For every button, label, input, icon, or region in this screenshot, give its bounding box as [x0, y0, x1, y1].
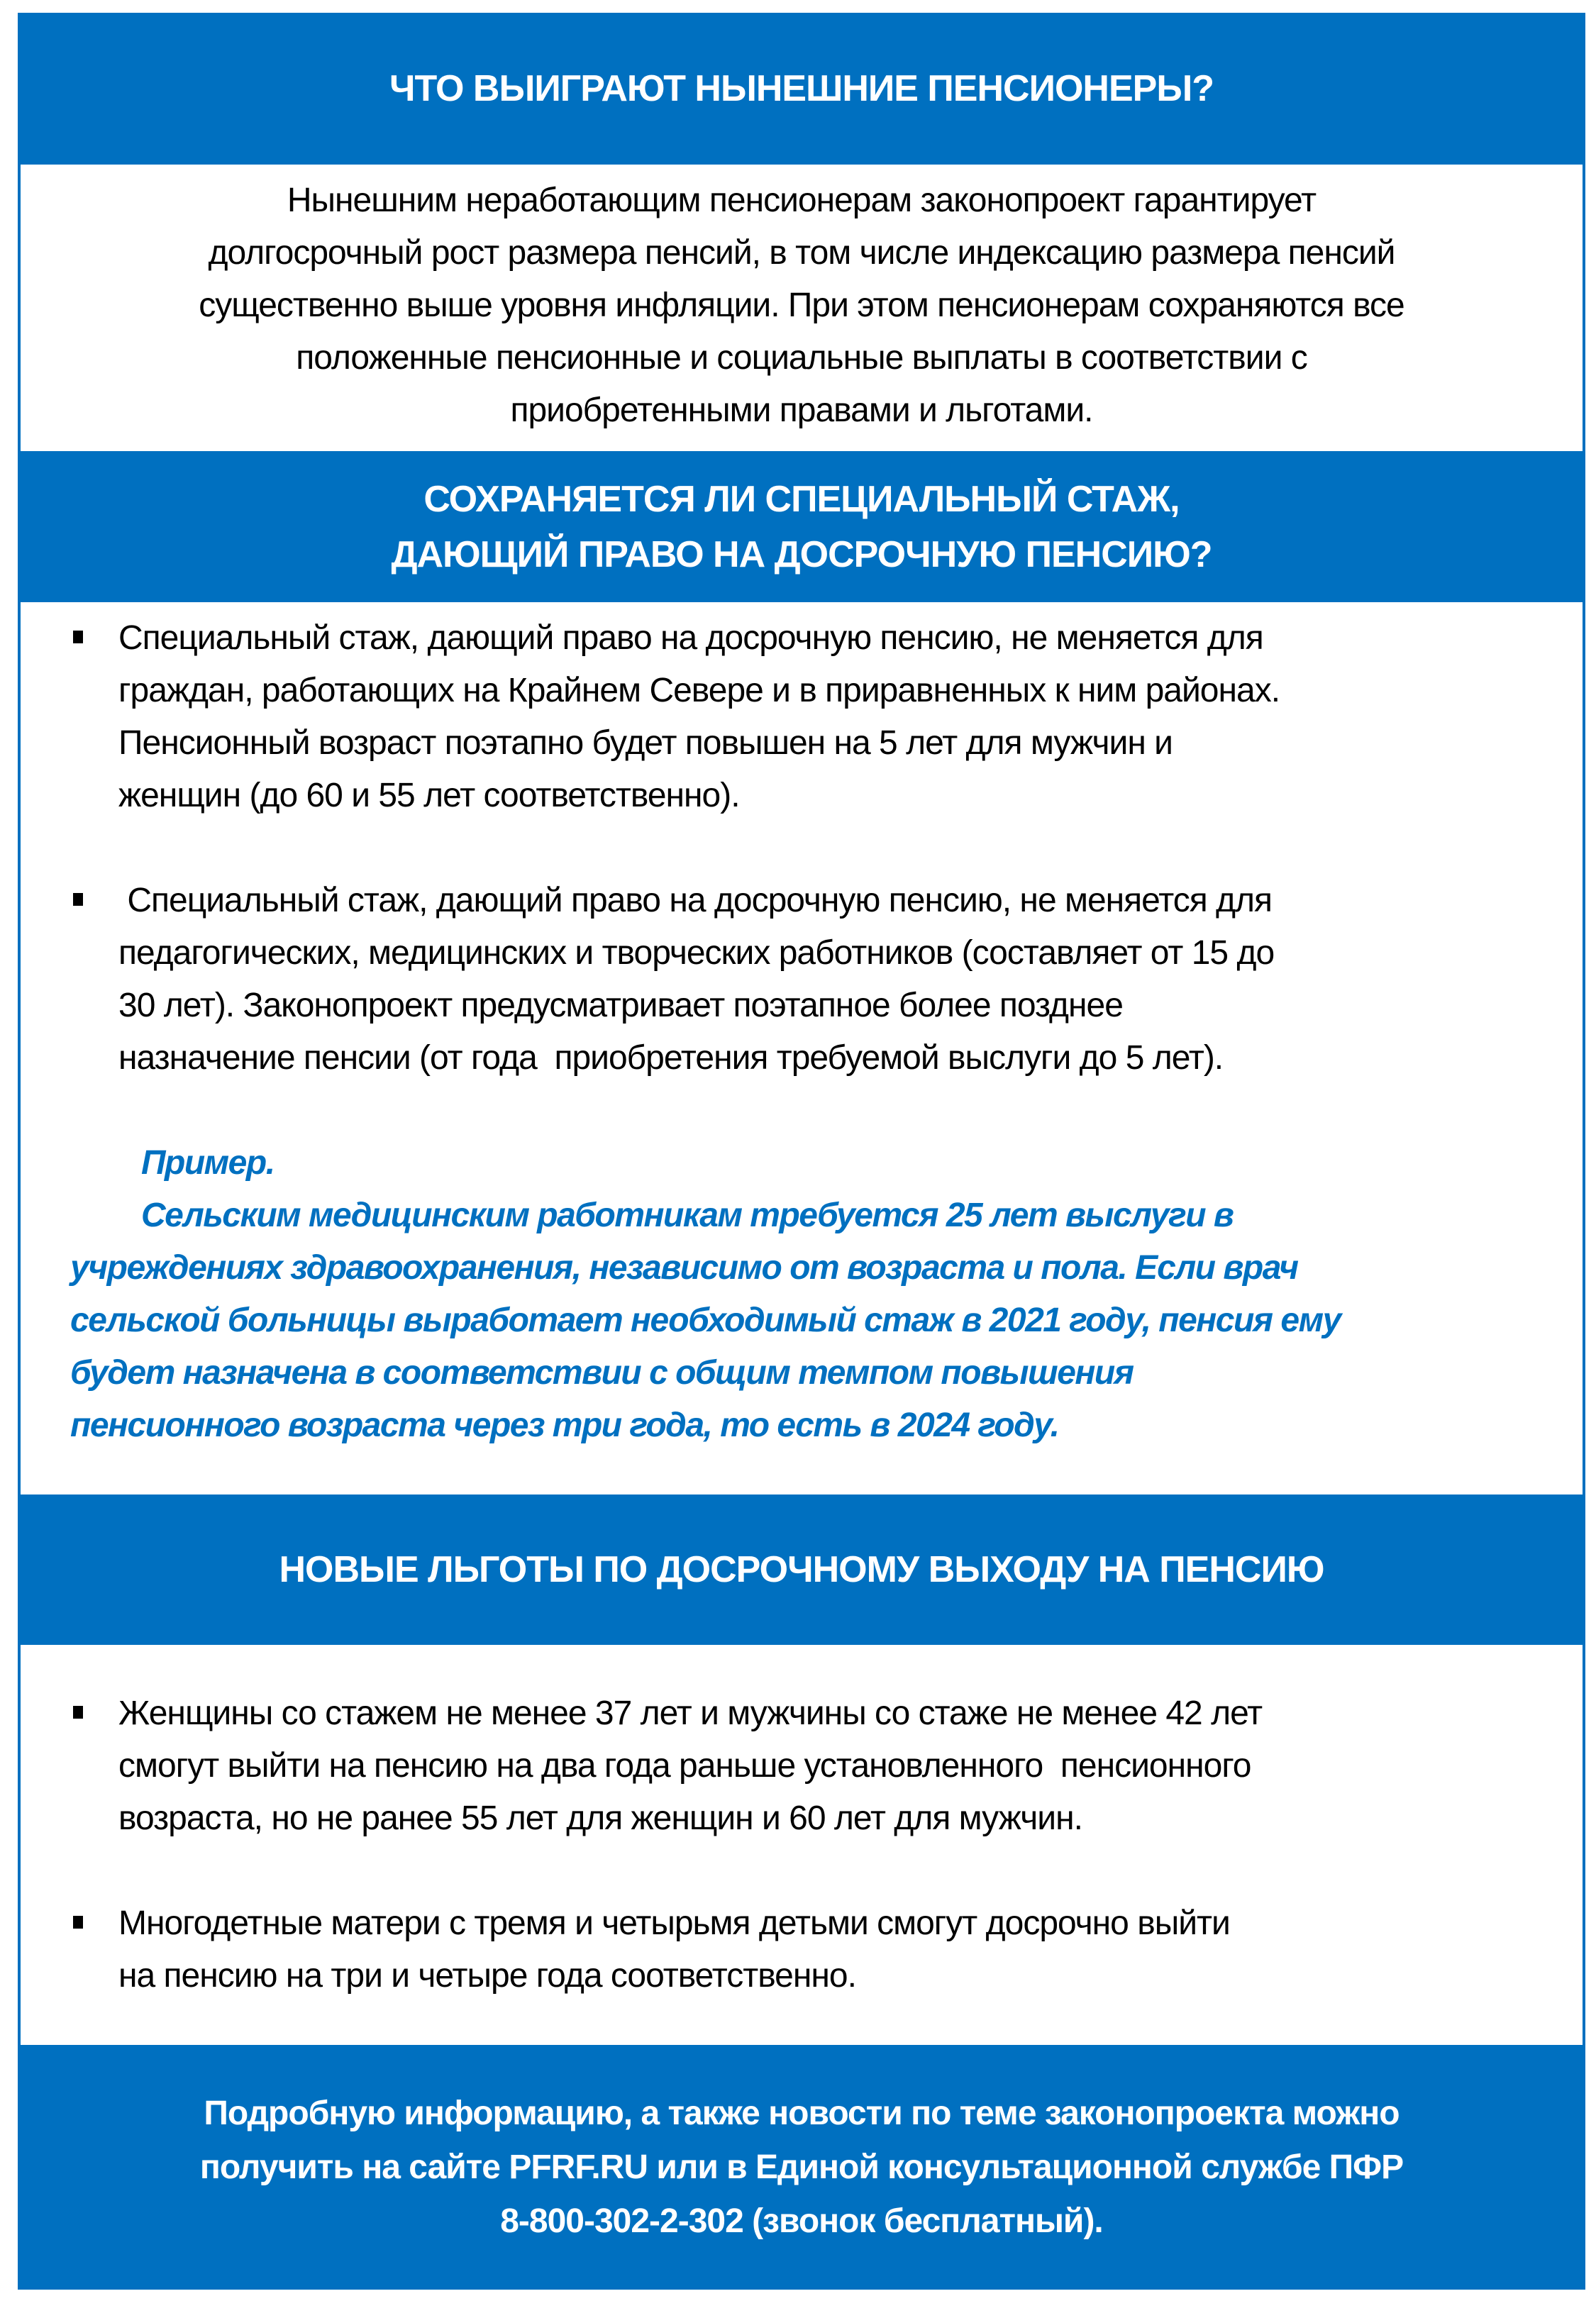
section-title-line: СОХРАНЯЕТСЯ ЛИ СПЕЦИАЛЬНЫЙ СТАЖ,	[423, 478, 1180, 520]
bullet-line: смогут выйти на пенсию на два года раньше установленного пенсионного	[118, 1747, 1251, 1785]
example-block	[42, 1137, 1561, 1452]
paragraph-line: существенно выше уровня инфляции. При этом пенсионерам сохраняются все	[199, 287, 1404, 324]
bullet-item-large-families	[42, 1897, 1561, 2002]
example-line: пенсионного возраста через три года, то есть в 2024 году.	[70, 1407, 1059, 1444]
bullet-line: назначение пенсии (от года приобретения требуемой выслуги до 5 лет).	[118, 1039, 1224, 1077]
bullet-line: граждан, работающих на Крайнем Севере и в приравненных к ним районах.	[118, 672, 1280, 709]
paragraph-line: положенные пенсионные и социальные выплаты в соответствии с	[296, 339, 1307, 377]
square-bullet-icon	[73, 893, 83, 906]
bullet-line: педагогических, медицинских и творческих работников (составляет от 15 до	[118, 934, 1275, 972]
square-bullet-icon	[73, 631, 83, 643]
square-bullet-icon	[73, 1916, 83, 1929]
bullet-line: Пенсионный возраст поэтапно будет повышен на 5 лет для мужчин и	[118, 724, 1173, 762]
example-label: Пример.	[141, 1144, 275, 1182]
paragraph-line: приобретенными правами и льготами.	[510, 392, 1093, 429]
bullet-line: 30 лет). Законопроект предусматривает поэтапное более позднее	[118, 987, 1123, 1024]
section-header-special-service	[18, 451, 1585, 602]
new-benefits-body	[21, 1645, 1583, 2045]
bullet-line: Многодетные матери с тремя и четырьмя детьми смогут досрочно выйти	[118, 1904, 1230, 1942]
bullet-line: женщин (до 60 и 55 лет соответственно).	[118, 777, 740, 814]
bullet-line: Специальный стаж, дающий право на досрочную пенсию, не меняется для	[118, 882, 1273, 919]
paragraph-line: Нынешним неработающим пенсионерам законопроект гарантирует	[287, 182, 1317, 219]
bullet-text	[118, 1687, 1561, 1845]
bullet-line: Специальный стаж, дающий право на досрочную пенсию, не меняется для	[118, 619, 1263, 657]
special-service-body	[21, 602, 1583, 1494]
paragraph-line: долгосрочный рост размера пенсий, в том числе индексацию размера пенсий	[208, 234, 1395, 272]
document-frame	[18, 13, 1585, 2290]
section-header-new-benefits	[18, 1494, 1585, 1645]
footer-line: 8-800-302-2-302 (звонок бесплатный).	[500, 2202, 1103, 2240]
section-title: ЧТО ВЫИГРАЮТ НЫНЕШНИЕ ПЕНСИОНЕРЫ?	[389, 68, 1214, 109]
section-header-current-pensioners	[18, 13, 1585, 165]
bullet-item-long-service	[42, 1687, 1561, 1845]
bullet-text	[118, 612, 1561, 822]
bullet-line: возраста, но не ранее 55 лет для женщин и 60 лет для мужчин.	[118, 1800, 1082, 1837]
footer-line: получить на сайте PFRF.RU или в Единой консультационной службе ПФР	[199, 2148, 1404, 2186]
bullet-line: Женщины со стажем не менее 37 лет и мужчины со стаже не менее 42 лет	[118, 1695, 1263, 1732]
current-pensioners-paragraph	[21, 165, 1583, 451]
section-title: НОВЫЕ ЛЬГОТЫ ПО ДОСРОЧНОМУ ВЫХОДУ НА ПЕНСИЮ	[279, 1549, 1324, 1590]
bullet-text	[118, 1897, 1561, 2002]
bullet-text	[118, 875, 1561, 1085]
section-title-line: ДАЮЩИЙ ПРАВО НА ДОСРОЧНУЮ ПЕНСИЮ?	[391, 533, 1212, 575]
bullet-item-teachers-medics	[42, 875, 1561, 1085]
bullet-line: на пенсию на три и четыре года соответственно.	[118, 1957, 856, 1995]
example-line: Сельским медицинским работникам требуется 25 лет выслуги в	[141, 1197, 1234, 1234]
footer-line: Подробную информацию, а также новости по теме законопроекта можно	[204, 2094, 1400, 2132]
square-bullet-icon	[73, 1706, 83, 1719]
example-line: будет назначена в соответствии с общим темпом повышения	[70, 1354, 1134, 1392]
example-line: сельской больницы выработает необходимый стаж в 2021 году, пенсия ему	[70, 1302, 1341, 1339]
footer-contact-info	[18, 2045, 1585, 2290]
example-line: учреждениях здравоохранения, независимо от возраста и пола. Если врач	[70, 1249, 1298, 1287]
bullet-item-far-north	[42, 612, 1561, 822]
